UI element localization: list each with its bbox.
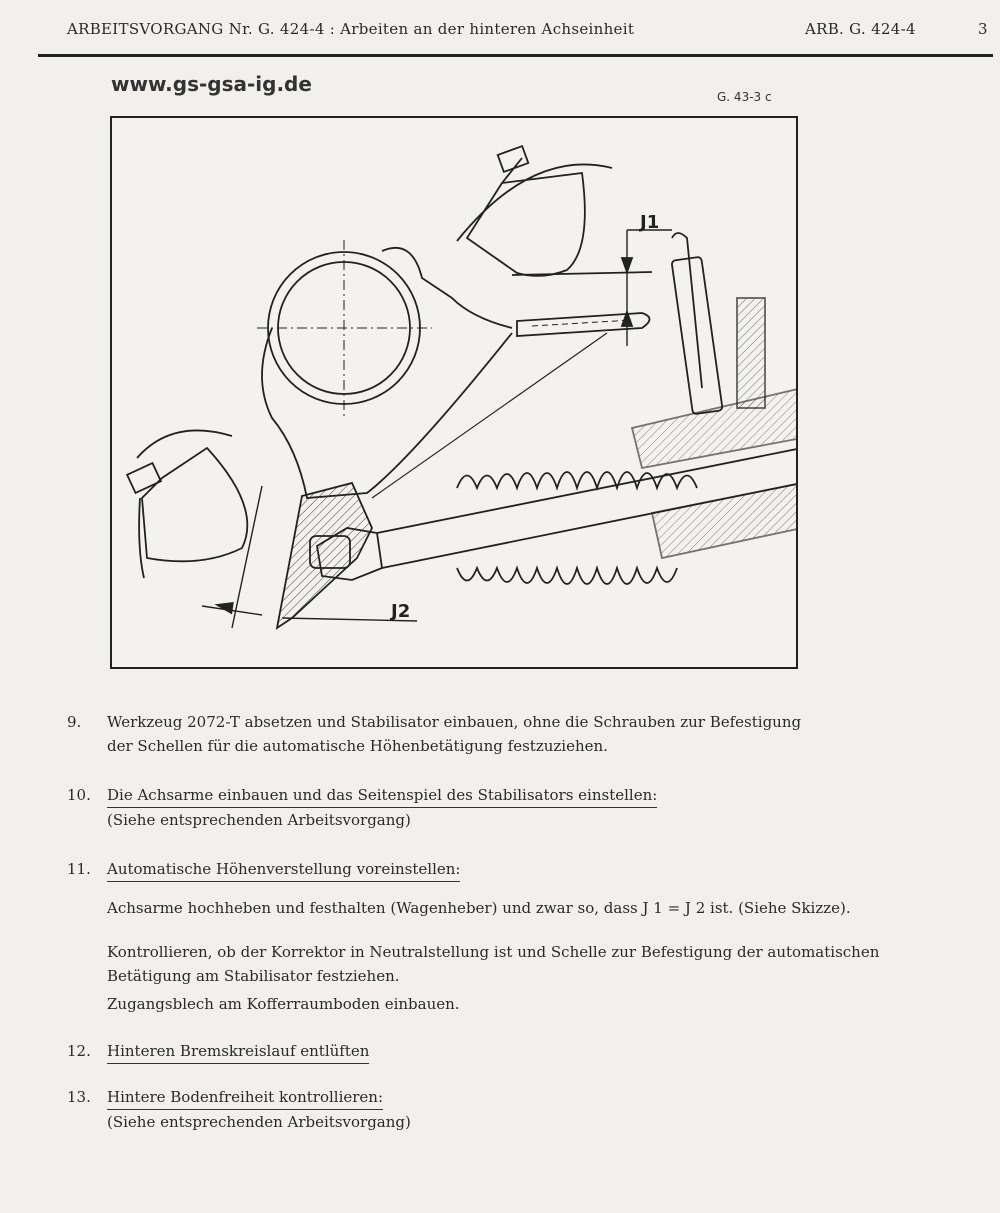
header-rule — [38, 54, 993, 57]
step-number: 9. — [67, 713, 82, 731]
step-heading: Die Achsarme einbauen und das Seitenspiel des Stabilisators einstellen: — [107, 785, 657, 808]
step-number: 12. — [67, 1042, 91, 1060]
step-text-line: Kontrollieren, ob der Korrektor in Neutralstellung ist und Schelle zur Befestigung der automatischen — [107, 943, 880, 961]
step-text-line: der Schellen für die automatische Höhenbetätigung festzuziehen. — [107, 737, 608, 755]
step-heading: Hinteren Bremskreislauf entlüften — [107, 1041, 369, 1064]
step-heading: Automatische Höhenverstellung voreinstellen: — [107, 859, 460, 882]
step-text-line: Betätigung am Stabilisator festziehen. — [107, 967, 400, 985]
step-11 — [67, 857, 879, 1016]
step-number: 11. — [67, 860, 91, 878]
step-text-line: (Siehe entsprechenden Arbeitsvorgang) — [107, 811, 411, 829]
step-10 — [67, 783, 657, 832]
step-text-line: Achsarme hochheben und festhalten (Wagenheber) und zwar so, dass J 1 = J 2 ist. (Siehe Skizze). — [107, 899, 851, 917]
step-heading: Hintere Bodenfreiheit kontrollieren: — [107, 1087, 383, 1110]
step-text-line: Zugangsblech am Kofferraumboden einbauen. — [107, 995, 460, 1013]
step-text-line: Werkzeug 2072-T absetzen und Stabilisator einbauen, ohne die Schrauben zur Befestigung — [107, 713, 802, 731]
step-text-line: (Siehe entsprechenden Arbeitsvorgang) — [107, 1113, 411, 1131]
step-number: 10. — [67, 786, 91, 804]
document-header-title: ARBEITSVORGANG Nr. G. 424-4 : Arbeiten an der hinteren Achseinheit — [67, 20, 635, 38]
technical-drawing — [110, 116, 798, 669]
step-number: 13. — [67, 1088, 91, 1106]
page-number: 3 — [978, 20, 988, 38]
step-12 — [67, 1039, 369, 1064]
step-9 — [67, 710, 801, 758]
figure-reference: G. 43-3 c — [717, 90, 772, 104]
dimension-label-j2: J2 — [391, 601, 411, 622]
step-13 — [67, 1085, 411, 1134]
dimension-label-j1: J1 — [640, 212, 660, 233]
axle-assembly-drawing — [112, 118, 798, 669]
document-reference: ARB. G. 424-4 — [805, 20, 916, 38]
website-watermark: www.gs-gsa-ig.de — [111, 72, 312, 96]
